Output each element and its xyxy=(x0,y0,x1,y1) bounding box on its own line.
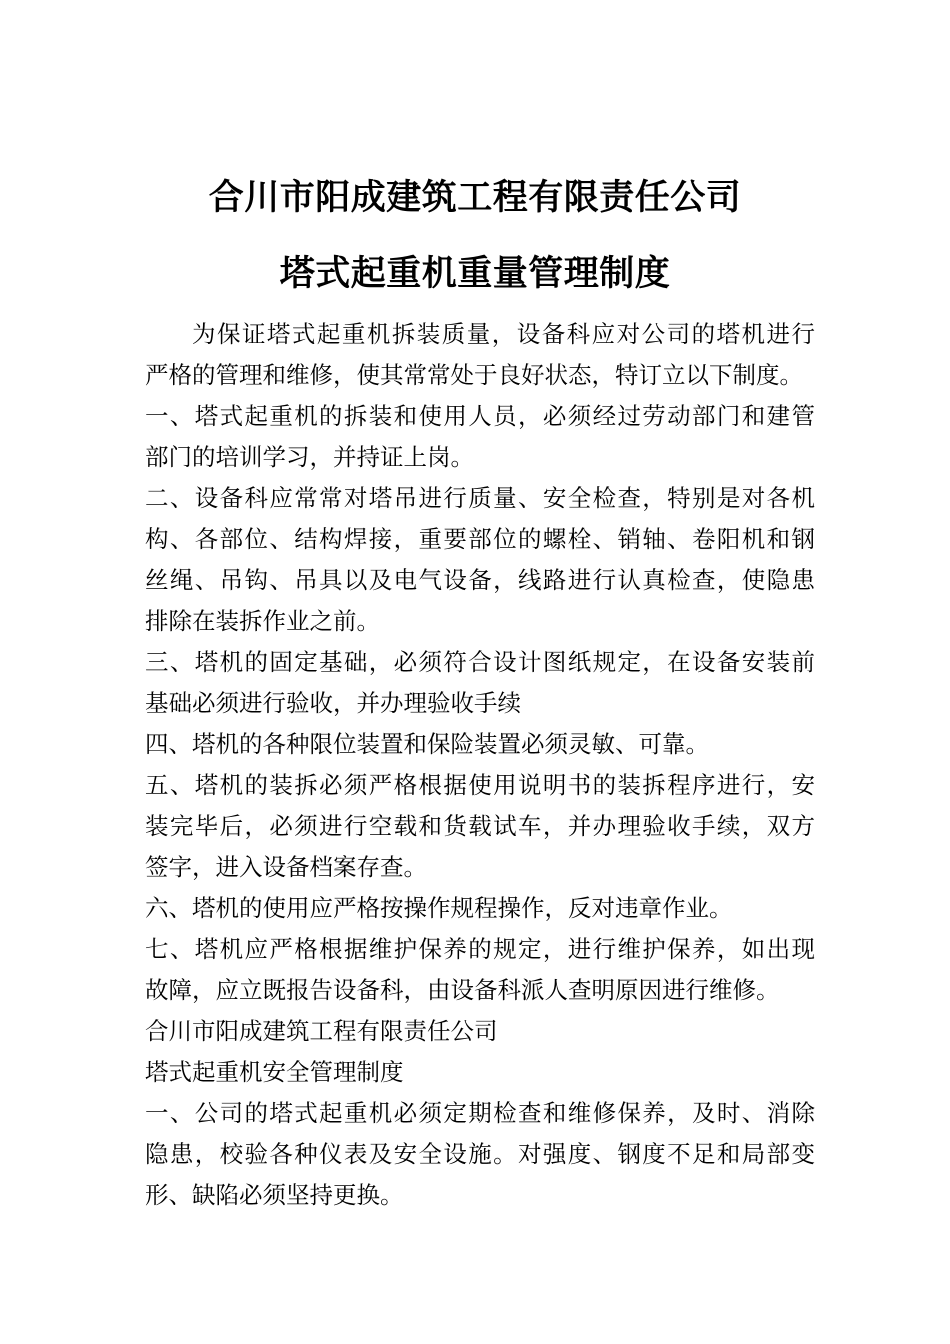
paragraph-line: 三、塔机的固定基础，必须符合设计图纸规定，在设备安装前 xyxy=(145,648,815,676)
paragraph-line: 隐患，校验各种仪表及安全设施。对强度、钢度不足和局部变 xyxy=(145,1140,815,1168)
document-title-regulation: 塔式起重机重量管理制度 xyxy=(279,254,671,294)
document-title-company: 合川市阳成建筑工程有限责任公司 xyxy=(208,178,742,218)
paragraph-line: 为保证塔式起重机拆装质量，设备科应对公司的塔机进行 xyxy=(192,320,815,348)
paragraph-line: 装完毕后，必须进行空载和货载试车，并办理验收手续，双方 xyxy=(145,812,815,840)
paragraph-line: 故障，应立既报告设备科，由设备科派人查明原因进行维修。 xyxy=(145,976,780,1004)
section-heading-regulation: 塔式起重机安全管理制度 xyxy=(145,1058,404,1086)
paragraph-line: 基础必须进行验收，并办理验收手续 xyxy=(145,689,521,717)
paragraph-line: 一、公司的塔式起重机必须定期检查和维修保养，及时、消除 xyxy=(145,1099,815,1127)
section-heading-company: 合川市阳成建筑工程有限责任公司 xyxy=(145,1017,498,1045)
paragraph-line: 排除在装拆作业之前。 xyxy=(145,607,380,635)
paragraph-line: 签字，进入设备档案存查。 xyxy=(145,853,427,881)
paragraph-line: 四、塔机的各种限位装置和保险装置必须灵敏、可靠。 xyxy=(145,730,709,758)
paragraph-line: 形、缺陷必须坚持更换。 xyxy=(145,1181,404,1209)
paragraph-line: 五、塔机的装拆必须严格根据使用说明书的装拆程序进行，安 xyxy=(145,771,815,799)
paragraph-line: 构、各部位、结构焊接，重要部位的螺栓、销轴、卷阳机和钢 xyxy=(145,525,815,553)
paragraph-line: 六、塔机的使用应严格按操作规程操作，反对违章作业。 xyxy=(145,894,733,922)
paragraph-line: 七、塔机应严格根据维护保养的规定，进行维护保养，如出现 xyxy=(145,935,815,963)
paragraph-line: 严格的管理和维修，使其常常处于良好状态，特订立以下制度。 xyxy=(145,361,803,389)
paragraph-line: 一、塔式起重机的拆装和使用人员，必须经过劳动部门和建管 xyxy=(145,402,815,430)
paragraph-line: 二、设备科应常常对塔吊进行质量、安全检查，特别是对各机 xyxy=(145,484,815,512)
paragraph-line: 部门的培训学习，并持证上岗。 xyxy=(145,443,474,471)
paragraph-line: 丝绳、吊钩、吊具以及电气设备，线路进行认真检查，使隐患 xyxy=(145,566,815,594)
document-body xyxy=(145,314,815,1216)
